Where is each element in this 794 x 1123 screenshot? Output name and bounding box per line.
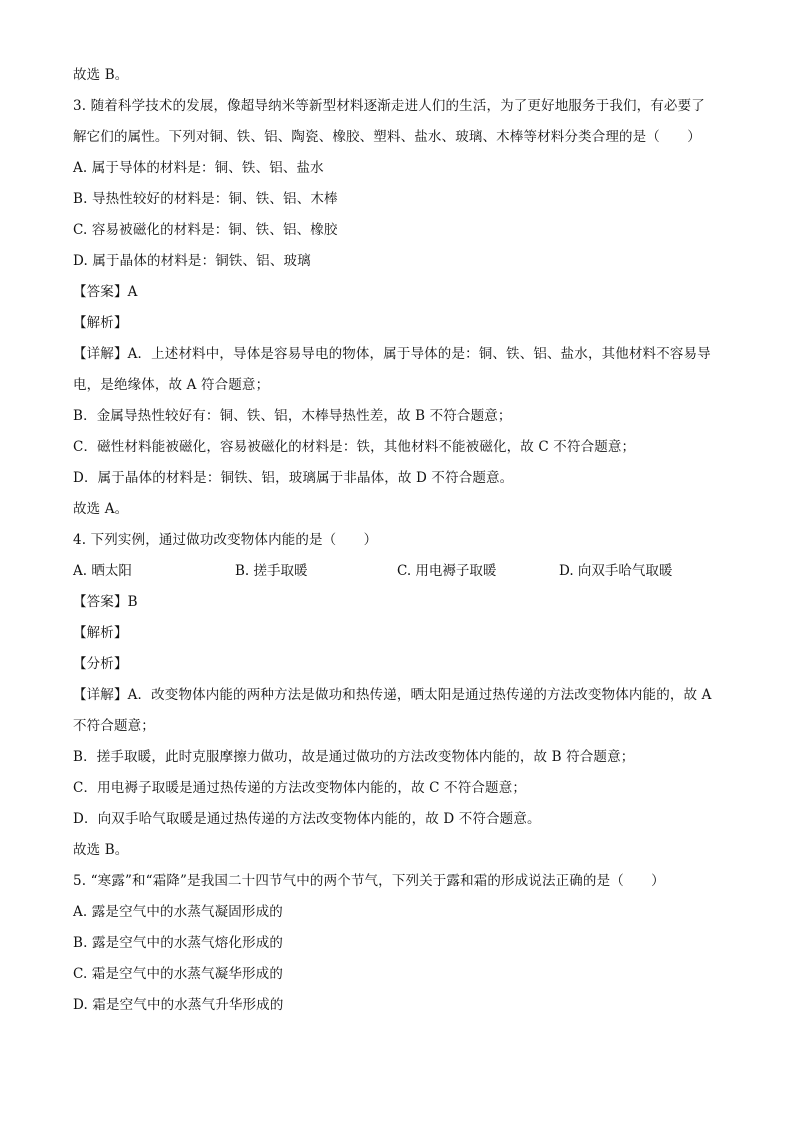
question-4-options xyxy=(73,561,723,581)
question-4-conclusion: 故选 B。 xyxy=(73,842,129,858)
question-4-detail-d: D．向双手哈气取暖是通过热传递的方法改变物体内能的，故 D 不符合题意。 xyxy=(73,811,541,827)
question-4-detail-cont: 不符合题意； xyxy=(73,718,155,734)
question-4-option-a: A. 晒太阳 xyxy=(73,563,132,579)
question-4-analysis-heading: 【解析】 xyxy=(73,625,128,641)
question-3-detail-b: B．金属导热性较好有：铜、铁、铝，木棒导热性差，故 B 不符合题意； xyxy=(73,408,512,424)
question-3-option-c: C. 容易被磁化的材料是：铜、铁、铝、橡胶 xyxy=(73,222,338,238)
question-3-answer: 【答案】A xyxy=(73,284,138,300)
question-4-answer: 【答案】B xyxy=(73,594,138,610)
question-3-detail-cont: 电，是绝缘体，故 A 符合题意； xyxy=(73,377,270,393)
question-3-option-d: D. 属于晶体的材料是：铜铁、铝、玻璃 xyxy=(73,253,311,269)
question-4-option-c: C. 用电褥子取暖 xyxy=(397,563,497,579)
question-3-analysis-heading: 【解析】 xyxy=(73,315,128,331)
question-3-detail-d: D．属于晶体的材料是：铜铁、铝，玻璃属于非晶体，故 D 不符合题意。 xyxy=(73,470,514,486)
question-4-option-b: B. 搓手取暖 xyxy=(235,563,308,579)
question-5-option-c: C. 霜是空气中的水蒸气凝华形成的 xyxy=(73,966,283,982)
question-4-detail: 【详解】A．改变物体内能的两种方法是做功和热传递，晒太阳是通过热传递的方法改变物体内能的，故 A xyxy=(73,687,712,703)
question-3-stem-cont: 解它们的属性。下列对铜、铁、铝、陶瓷、橡胶、塑料、盐水、玻璃、木棒等材料分类合理的是（ ） xyxy=(73,129,701,145)
question-5-option-b: B. 露是空气中的水蒸气熔化形成的 xyxy=(73,935,284,951)
question-3-stem: 3. 随着科学技术的发展，像超导纳米等新型材料逐渐走进人们的生活，为了更好地服务于我们，有必要了 xyxy=(73,98,705,114)
question-5-option-a: A. 露是空气中的水蒸气凝固形成的 xyxy=(73,904,283,920)
question-3-detail-c: C．磁性材料能被磁化，容易被磁化的材料是：铁，其他材料不能被磁化，故 C 不符合题意； xyxy=(73,439,636,455)
question-4-option-d: D. 向双手哈气取暖 xyxy=(559,563,673,579)
question-3-detail: 【详解】A．上述材料中，导体是容易导电的物体，属于导体的是：铜、铁、铝、盐水，其他材料不容易导 xyxy=(73,346,711,362)
question-4-fenxi-heading: 【分析】 xyxy=(73,656,128,672)
answer-conclusion-q2: 故选 B。 xyxy=(73,67,129,83)
question-5-stem: 5. “寒露”和“霜降”是我国二十四节气中的两个节气，下列关于露和霜的形成说法正确的是（ ） xyxy=(73,873,665,889)
question-4-detail-c: C．用电褥子取暖是通过热传递的方法改变物体内能的，故 C 不符合题意； xyxy=(73,780,526,796)
question-5-option-d: D. 霜是空气中的水蒸气升华形成的 xyxy=(73,997,284,1013)
question-3-option-b: B. 导热性较好的材料是：铜、铁、铝、木棒 xyxy=(73,191,338,207)
question-4-detail-b: B．搓手取暖，此时克服摩擦力做功，故是通过做功的方法改变物体内能的，故 B 符合题意； xyxy=(73,749,635,765)
question-3-option-a: A. 属于导体的材料是：铜、铁、铝、盐水 xyxy=(73,160,324,176)
question-3-conclusion: 故选 A。 xyxy=(73,501,129,517)
question-4-stem: 4. 下列实例，通过做功改变物体内能的是（ ） xyxy=(73,532,378,548)
